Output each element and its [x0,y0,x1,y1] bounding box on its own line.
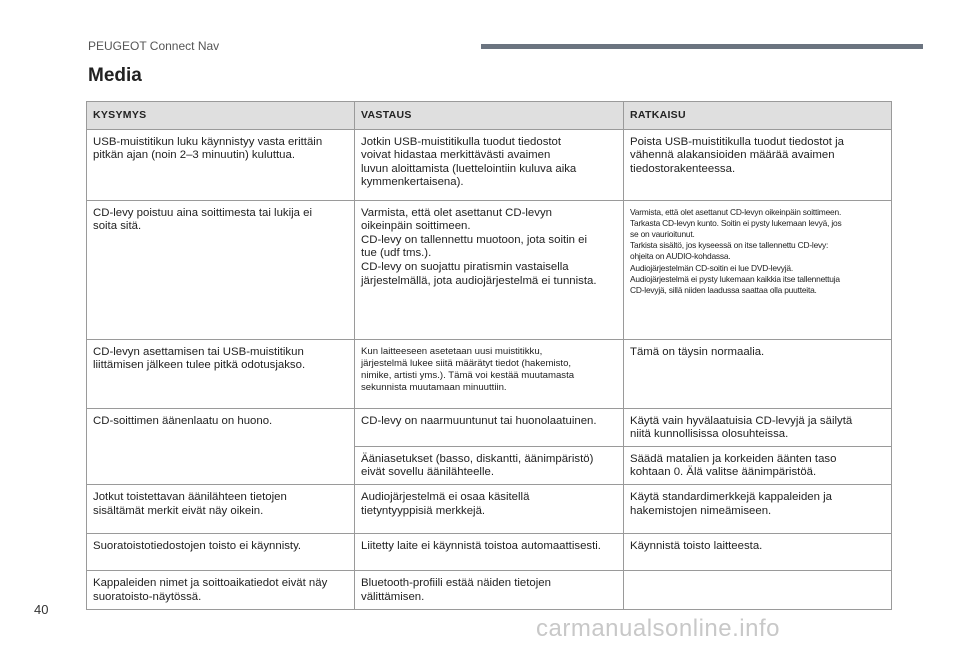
table-row [87,129,892,200]
column-header-answer: VASTAUS [355,102,624,130]
header-divider-bar [481,44,923,49]
solution-cell: Käytä vain hyvälaatuisia CD-levyjä ja säilytä niitä kunnollisissa olosuhteissa. [624,408,892,446]
column-header-question: KYSYMYS [87,102,355,130]
question-cell: Suoratoistotiedostojen toisto ei käynnisty. [87,533,355,570]
solution-cell: Tämä on täysin normaalia. [624,339,892,408]
solution-cell: Varmista, että olet asettanut CD-levyn oikeinpäin soittimeen. Tarkasta CD-levyn kunto. Soitin ei pysty lukemaan levyä, jos se on vaurioitunut. Tarkista sisältö, jos kyseessä on itse tallennettu CD-levy: ohjeita on AUDIO-kohdassa. Audiojärjestelmän CD-soitin ei lue DVD-levyjä. Audiojärjestelmä ei pysty lukemaan kaikkia itse tallennettuja CD-levyjä, sillä niiden laadussa saattaa olla puutteita. [624,200,892,339]
table-row [87,200,892,339]
answer-cell: Bluetooth-profiili estää näiden tietojen välittämisen. [355,570,624,609]
solution-cell: Käytä standardimerkkejä kappaleiden ja hakemistojen nimeämiseen. [624,484,892,533]
answer-cell: Varmista, että olet asettanut CD-levyn oikeinpäin soittimeen. CD-levy on tallennettu muotoon, jota soitin ei tue (udf tms.). CD-levy on suojattu piratismin vastaisella järjestelmällä, jota audiojärjestelmä ei tunnista. [355,200,624,339]
answer-cell: Jotkin USB-muistitikulla tuodut tiedostot voivat hidastaa merkittävästi avaimen luvun aloittamista (luettelointiin kuluva aika kymmenkertaisena). [355,129,624,200]
answer-cell: Liitetty laite ei käynnistä toistoa automaattisesti. [355,533,624,570]
table-row [87,408,892,446]
answer-cell: Audiojärjestelmä ei osaa käsitellä tietyntyyppisiä merkkejä. [355,484,624,533]
question-cell: Jotkut toistettavan äänilähteen tietojen sisältämät merkit eivät näy oikein. [87,484,355,533]
table-row [87,570,892,609]
solution-cell [624,570,892,609]
question-cell: CD-levyn asettamisen tai USB-muistitikun liittämisen jälkeen tulee pitkä odotusjakso. [87,339,355,408]
question-cell: CD-levy poistuu aina soittimesta tai lukija ei soita sitä. [87,200,355,339]
column-header-solution: RATKAISU [624,102,892,130]
section-title: Media [88,65,142,86]
page-number: 40 [34,602,49,617]
manual-header-label: PEUGEOT Connect Nav [88,39,220,53]
table-row [87,484,892,533]
answer-cell: Ääniasetukset (basso, diskantti, äänimpäristö) eivät sovellu äänilähteelle. [355,446,624,484]
question-cell: Kappaleiden nimet ja soittoaikatiedot eivät näy suoratoisto-näytössä. [87,570,355,609]
question-cell: CD-soittimen äänenlaatu on huono. [87,408,355,484]
answer-cell: CD-levy on naarmuuntunut tai huonolaatuinen. [355,408,624,446]
watermark-text: carmanualsonline.info [536,615,780,642]
solution-cell: Käynnistä toisto laitteesta. [624,533,892,570]
solution-cell: Poista USB-muistitikulla tuodut tiedostot ja vähennä alakansioiden määrää avaimen tiedostorakenteessa. [624,129,892,200]
table-header-row [87,102,892,130]
table-row [87,339,892,408]
question-cell: USB-muistitikun luku käynnistyy vasta erittäin pitkän ajan (noin 2–3 minuutin) kuluttua. [87,129,355,200]
answer-cell: Kun laitteeseen asetetaan uusi muistitikku, järjestelmä lukee siitä määrätyt tiedot (hakemisto, nimike, artisti yms.). Tämä voi kestää muutamasta sekunnista muutamaan minuuttiin. [355,339,624,408]
troubleshooting-table [86,101,892,610]
table-row [87,533,892,570]
solution-cell: Säädä matalien ja korkeiden äänten taso kohtaan 0. Älä valitse äänimpäristöä. [624,446,892,484]
